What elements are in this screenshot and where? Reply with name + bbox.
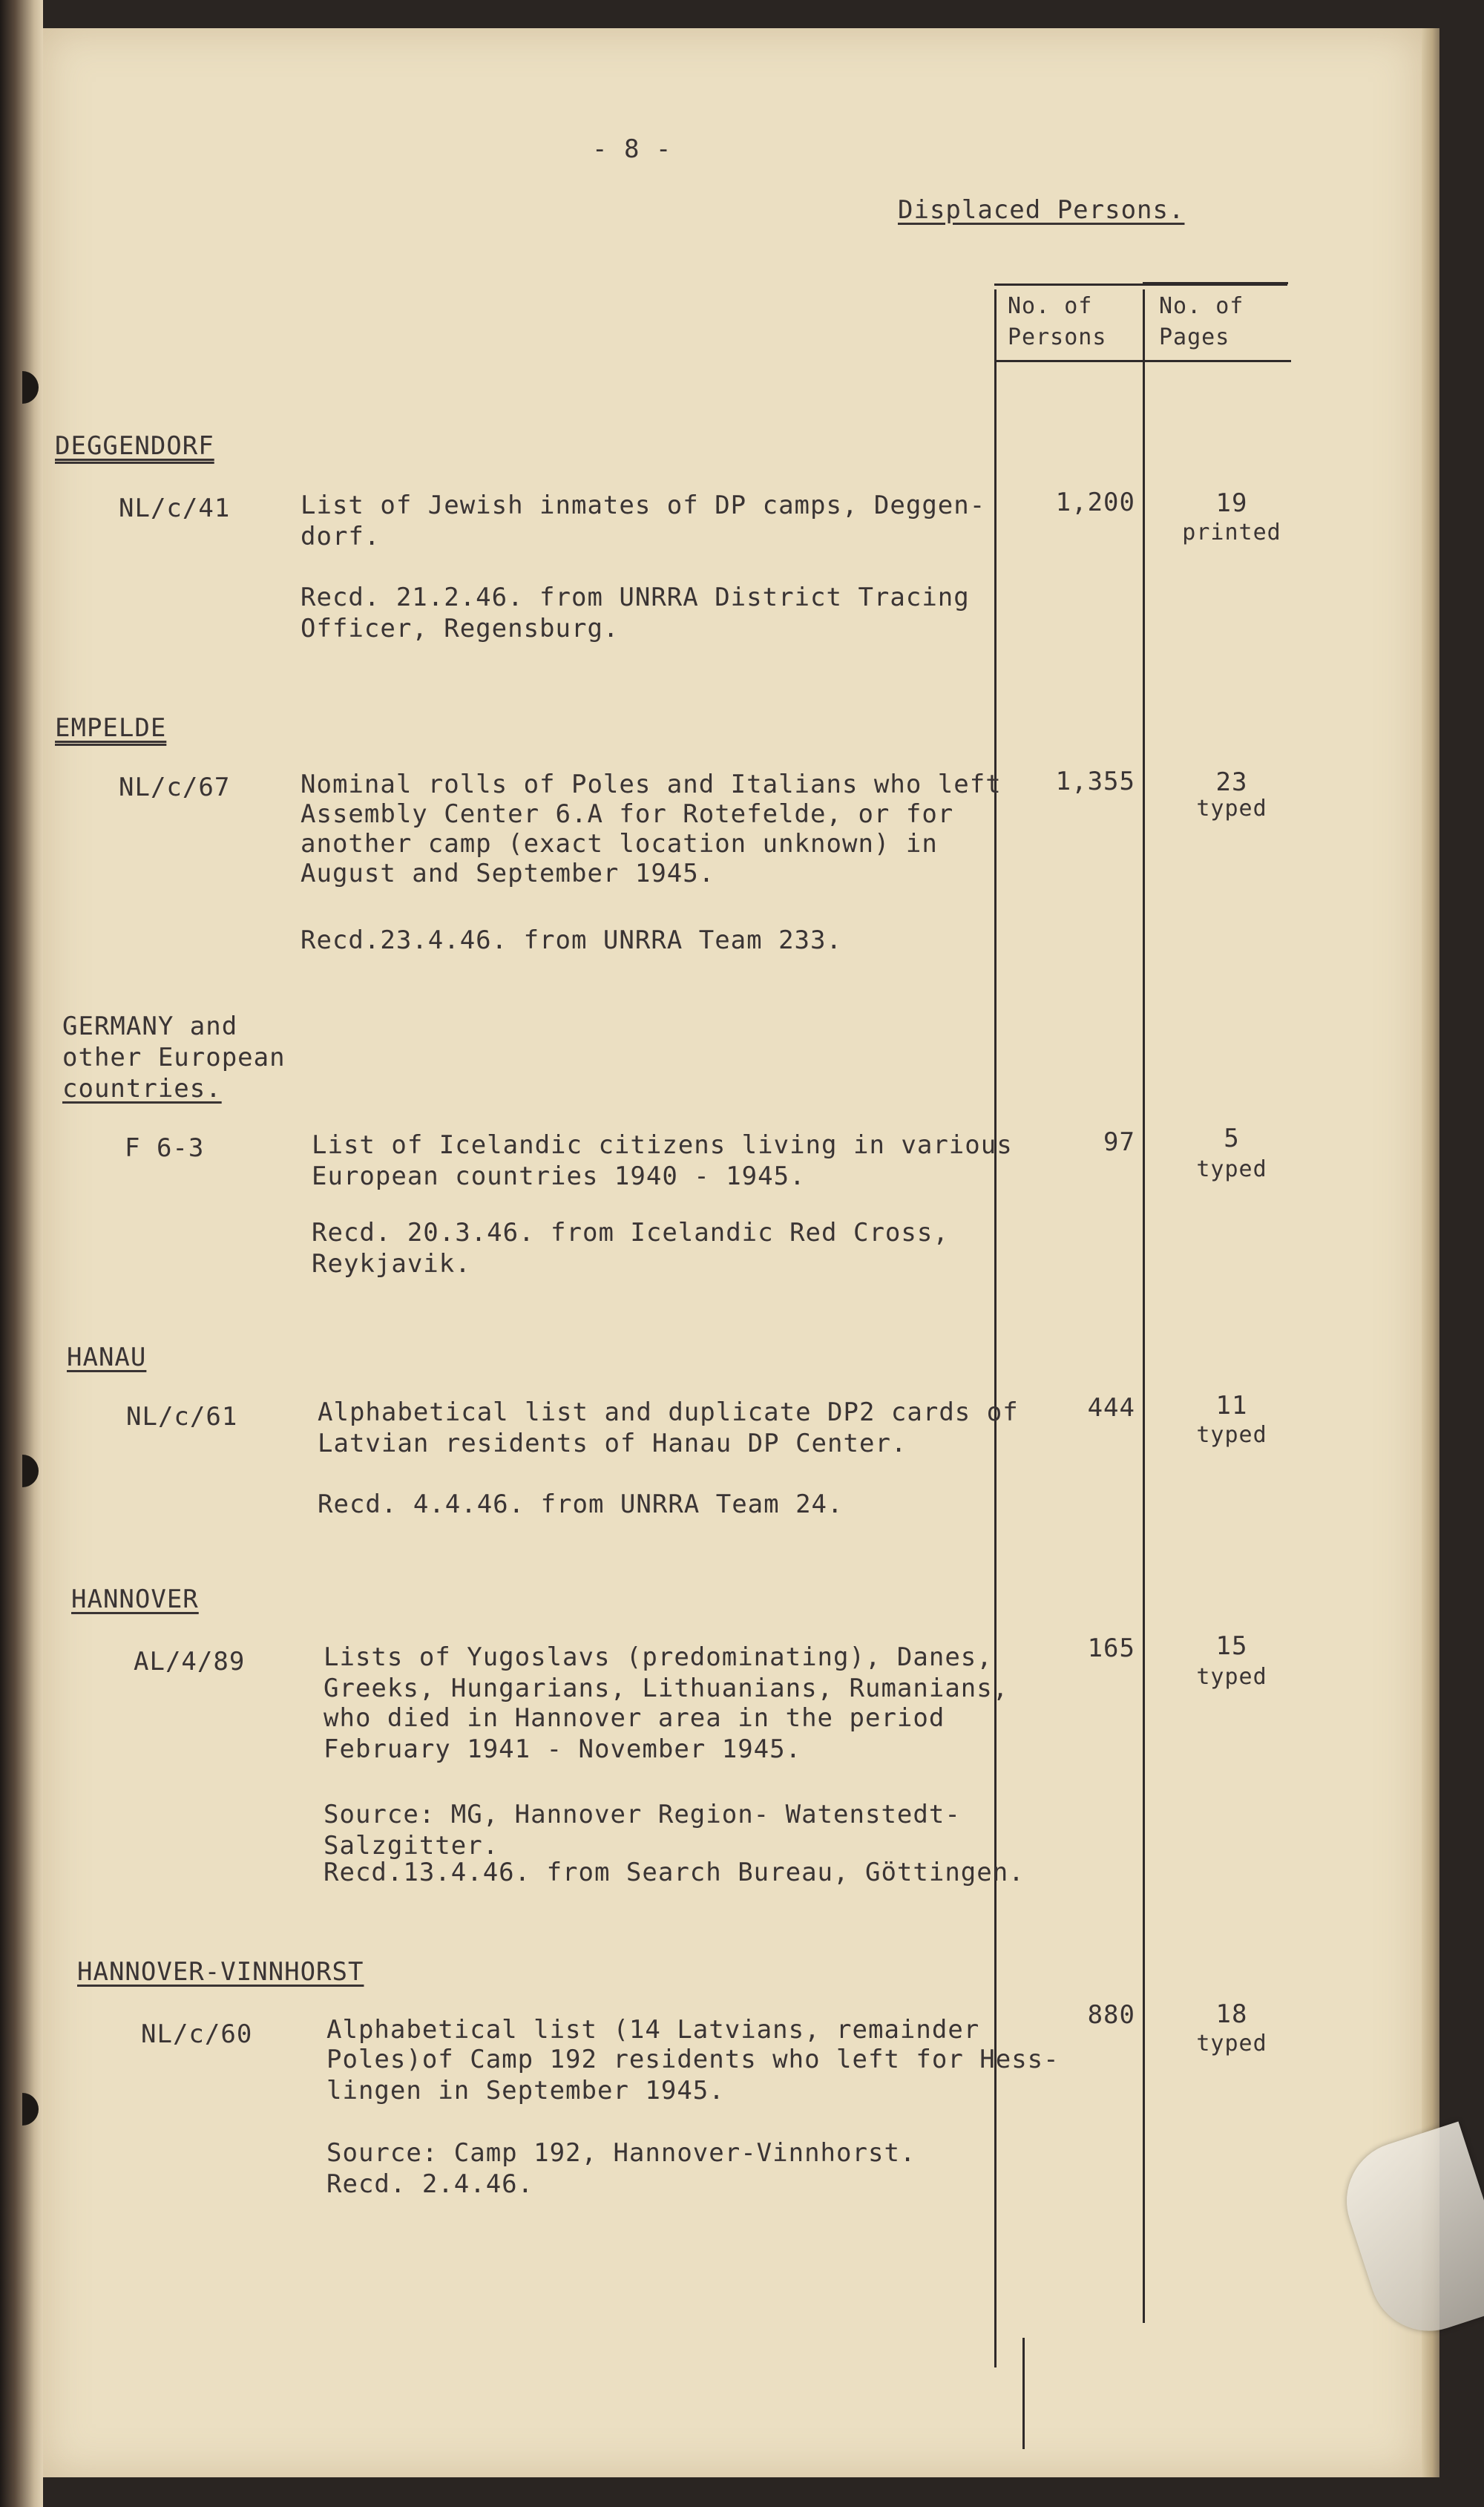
header-top-rule-right — [1143, 282, 1288, 284]
pages-count: 5 — [1224, 1124, 1240, 1153]
description-line: Latvian residents of Hanau DP Center. — [318, 1429, 907, 1458]
description-line: Poles)of Camp 192 residents who left for Hess- — [326, 2045, 1060, 2074]
description-line: List of Icelandic citizens living in various — [312, 1130, 1013, 1160]
received-line: Officer, Regensburg. — [301, 614, 620, 643]
page-type: typed — [1196, 2031, 1267, 2057]
persons-count: 97 — [1103, 1127, 1135, 1157]
persons-count: 165 — [1087, 1633, 1135, 1663]
reference-code: AL/4/89 — [134, 1647, 246, 1677]
location-heading: HANNOVER — [71, 1585, 199, 1614]
description-line: August and September 1945. — [301, 859, 715, 888]
persons-header-line2: Persons — [1008, 324, 1107, 350]
received-line: Recd.23.4.46. from UNRRA Team 233. — [301, 925, 842, 955]
persons-count: 444 — [1087, 1393, 1135, 1423]
pages-header-line2: Pages — [1159, 324, 1230, 350]
location-heading: HANNOVER-VINNHORST — [77, 1957, 364, 1987]
location-heading: GERMANY and — [62, 1012, 238, 1041]
pages-count: 15 — [1215, 1631, 1248, 1661]
description-line: lingen in September 1945. — [326, 2076, 725, 2105]
description-line: another camp (exact location unknown) in — [301, 829, 938, 859]
persons-header-line1: No. of — [1008, 293, 1093, 319]
location-heading: countries. — [62, 1074, 222, 1104]
description-line: dorf. — [301, 522, 381, 551]
description-line: Greeks, Hungarians, Lithuanians, Rumanians, — [324, 1674, 1009, 1703]
description-line: February 1941 - November 1945. — [324, 1734, 802, 1764]
page-type: printed — [1182, 520, 1281, 545]
reference-code: NL/c/41 — [119, 494, 231, 523]
received-line: Recd. 21.2.46. from UNRRA District Tracing — [301, 583, 970, 612]
reference-code: NL/c/60 — [141, 2019, 253, 2049]
reference-code: NL/c/61 — [126, 1402, 238, 1432]
reference-code: NL/c/67 — [119, 773, 231, 802]
received-line: Reykjavik. — [312, 1249, 471, 1279]
book-binding — [0, 0, 43, 2507]
received-line: Recd. 4.4.46. from UNRRA Team 24. — [318, 1490, 844, 1519]
pages-column-rule — [1143, 289, 1145, 2323]
page-number: - 8 - — [592, 134, 672, 164]
description-line: who died in Hannover area in the period — [324, 1703, 945, 1733]
description-line: Lists of Yugoslavs (predominating), Danes, — [324, 1642, 993, 1672]
page-type: typed — [1196, 1422, 1267, 1448]
persons-count: 880 — [1087, 2000, 1135, 2030]
pages-header-line1: No. of — [1159, 293, 1244, 319]
page-stack-edge — [1422, 28, 1439, 2477]
page-type: typed — [1196, 1664, 1267, 1690]
pages-count: 11 — [1215, 1391, 1248, 1420]
persons-count: 1,355 — [1055, 767, 1135, 796]
location-heading: EMPELDE — [55, 713, 167, 743]
location-heading: HANAU — [67, 1343, 147, 1372]
received-line: Recd. 2.4.46. — [326, 2169, 534, 2199]
description-line: Assembly Center 6.A for Rotefelde, or for — [301, 799, 954, 829]
section-title: Displaced Persons. — [898, 195, 1185, 225]
pages-count: 23 — [1215, 767, 1248, 797]
location-heading: other European — [62, 1043, 286, 1072]
description-line: Nominal rolls of Poles and Italians who left — [301, 770, 1002, 799]
received-line: Salzgitter. — [324, 1831, 499, 1861]
location-heading: DEGGENDORF — [55, 431, 214, 461]
received-line: Source: MG, Hannover Region- Watenstedt- — [324, 1800, 961, 1829]
received-line: Source: Camp 192, Hannover-Vinnhorst. — [326, 2138, 916, 2168]
description-line: List of Jewish inmates of DP camps, Deggen- — [301, 491, 986, 520]
page-type: typed — [1196, 1156, 1267, 1182]
description-line: Alphabetical list and duplicate DP2 cards of — [318, 1397, 1019, 1427]
persons-count: 1,200 — [1055, 488, 1135, 517]
pages-count: 19 — [1215, 488, 1248, 518]
received-line: Recd. 20.3.46. from Icelandic Red Cross, — [312, 1218, 949, 1248]
received-line: Recd.13.4.46. from Search Bureau, Göttingen. — [324, 1858, 1025, 1887]
page-type: typed — [1196, 796, 1267, 822]
description-line: European countries 1940 - 1945. — [312, 1161, 806, 1191]
reference-code: F 6-3 — [125, 1133, 205, 1163]
document-page — [43, 28, 1422, 2477]
description-line: Alphabetical list (14 Latvians, remainder — [326, 2015, 980, 2045]
pages-count: 18 — [1215, 1999, 1248, 2029]
persons-column-rule-lower — [1022, 2338, 1025, 2449]
